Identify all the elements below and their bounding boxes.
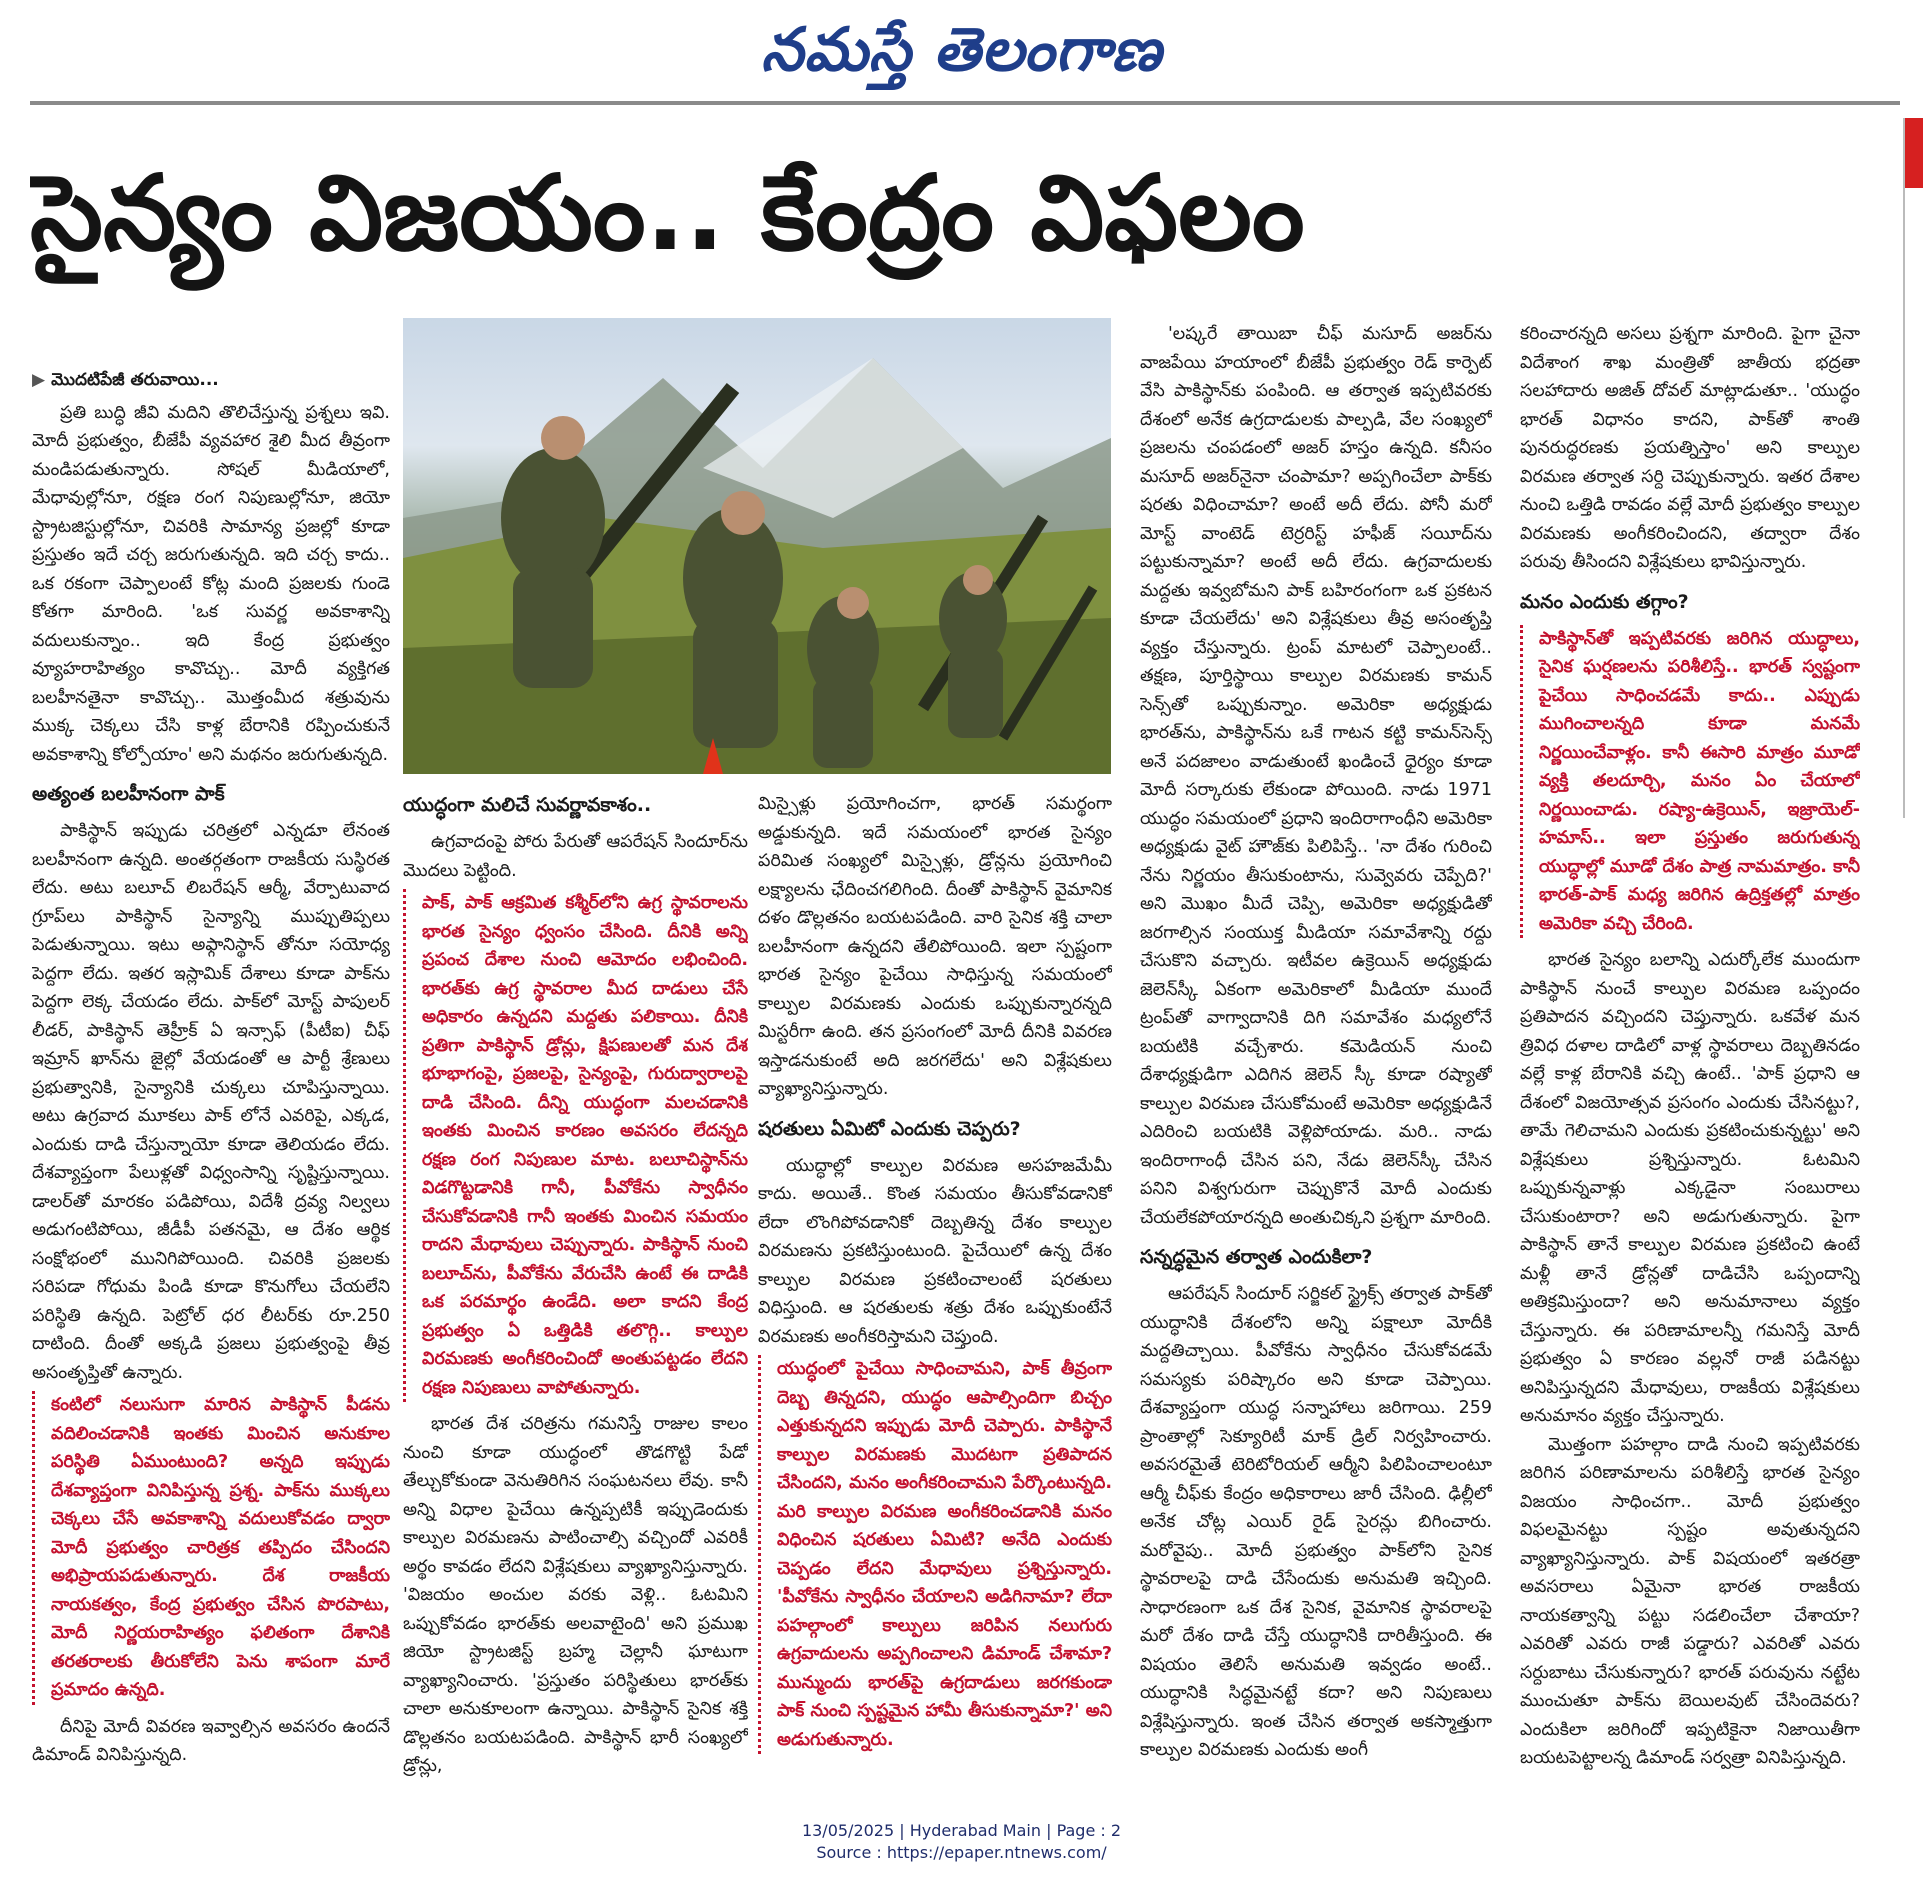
paragraph: భారత దేశ చరిత్రను గమనిస్తే రాజుల కాలం నుంచి కూడా యుద్ధంలో తొడగొట్టి పేడో తేల్చుకోకుండా వెనుతిరిగిన సంఘటనలు లేవు. కానీ అన్ని విధాల పైచేయి ఉన్నప్పటికీ ఇప్పుడెందుకు కాల్పుల విరమణను పాటించాల్సి వచ్చిందో ఎవరికీ అర్థం కావడం లేదని విశ్లేషకులు వ్యాఖ్యానిస్తున్నారు. 'విజయం అంచుల వరకు వెళ్లి.. ఓటమిని ఒప్పుకోవడం భారత్‌కు అలవాటైంది' అని ప్రముఖ జియో స్ట్రాటజిస్ట్ బ్రహ్మ చెల్లానీ ఘాటుగా వ్యాఖ్యానించారు. 'ప్రస్తుతం పరిస్థితులు భారత్‌కు చాలా అనుకూలంగా ఉన్నాయి. పాకిస్థాన్ సైనిక శక్తి డొల్లతనం బయటపడింది. పాకిస్థాన్ భారీ సంఖ్యలో డ్రోన్లు, <box>403 1414 748 1776</box>
triangle-arrow-icon: ▶ <box>32 370 46 390</box>
pull-quote-text: పాకిస్థాన్‌తో ఇప్పటివరకు జరిగిన యుద్ధాలు, సైనిక ఘర్షణలను పరిశీలిస్తే.. భారత్ స్వష్టంగా పైచేయి సాధించడమే కాదు.. ఎప్పుడు ముగించాలన్నది కూడా మనమే నిర్ణయించేవాళ్లం. కానీ ఈసారి మాత్రం మూడో వ్యక్తి తలదూర్చి, మనం ఏం చేయాలో నిర్ణయించాడు. రష్యా-ఉక్రెయిన్, ఇజ్రాయెల్-హమాస్.. ఇలా ప్రస్తుతం జరుగుతున్న యుద్ధాల్లో మూడో దేశం పాత్ర నామమాత్రం. కానీ భారత్-పాక్ మధ్య జరిగిన ఉద్రిక్తతల్లో మాత్రం అమెరికా వచ్చి చేరింది. <box>1539 628 1860 934</box>
adjacent-page-edge <box>1903 118 1923 818</box>
article-column-2 <box>403 780 748 1790</box>
paragraph: ఆపరేషన్ సిందూర్ సర్జికల్ స్ట్రైక్స్ తర్వాత పాక్‌తో యుద్ధానికి దేశంలోని అన్ని పక్షాలూ మోదీకి మద్దతిచ్చాయి. పీవోకేను స్వాధీనం చేసుకోవడమే సమస్యకు పరిష్కారం అని కూడా చెప్పాయి. దేశవ్యాప్తంగా యుద్ధ సన్నాహాలు జరిగాయి. 259 ప్రాంతాల్లో సెక్యూరిటీ మాక్ డ్రిల్ నిర్వహించారు. అవసరమైతే టెరిటోరియల్ ఆర్మీని పిలిపించాలంటూ ఆర్మీ చీఫ్‌కు కేంద్రం అధికారాలు జారీ చేసింది. ఢిల్లీలో అనేక చోట్ల ఎయిర్ రైడ్ సైరన్లు బిగించారు. మరోవైపు.. మోదీ ప్రభుత్వం పాక్‌లోని సైనిక స్థావరాలపై దాడి చేసేందుకు అనుమతి ఇచ్చింది. సాధారణంగా ఒక దేశ సైనిక, వైమానిక స్థావరాలపై మరో దేశం దాడి చేస్తే యుద్ధానికి దారితీస్తుంది. ఈ విషయం తెలిసే అనుమతి ఇవ్వడం అంటే.. యుద్ధానికి సిద్ధమైనట్టే కదా? అని నిపుణులు విశ్లేషిస్తున్నారు. ఇంత చేసిన తర్వాత అకస్మాత్తుగా కాల్పుల విరమణకు ఎందుకు అంగీ <box>1140 1284 1492 1760</box>
article-column-5 <box>1520 320 1860 1790</box>
article-column-1 <box>32 366 390 1786</box>
paragraph: పాకిస్థాన్ ఇప్పుడు చరిత్రలో ఎన్నడూ లేనంత బలహీనంగా ఉన్నది. అంతర్గతంగా రాజకీయ సుస్థిరత లేదు. అటు బలూచ్ లిబరేషన్ ఆర్మీ, వేర్పాటువాద గ్రూప్‌లు పాకిస్థాన్ సైన్యాన్ని ముప్పుతిప్పలు పెడుతున్నాయి. ఇటు అఫ్గానిస్థాన్ తోనూ సయోధ్య పెద్దగా లేదు. ఇతర ఇస్లామిక్ దేశాలు కూడా పాక్‌ను పెద్దగా లెక్క చేయడం లేదు. పాక్‌లో మోస్ట్ పాపులర్ లీడర్, పాకిస్థాన్ తెహ్రీక్ ఏ ఇన్సాఫ్ (పీటీఐ) చీఫ్ ఇమ్రాన్ ఖాన్‌ను జైల్లో వేయడంతో ఆ పార్టీ శ్రేణులు ప్రభుత్వానికి, సైన్యానికి చుక్కలు చూపిస్తున్నాయి. అటు ఉగ్రవాద మూకలు పాక్ లోనే ఎవరిపై, ఎక్కడ, ఎందుకు దాడి చేస్తున్నాయో కూడా తెలియడం లేదు. దేశవ్యాప్తంగా పేలుళ్లతో విధ్వంసాన్ని సృష్టిస్తున్నాయి. డాలర్‌తో మారకం పడిపోయి, విదేశీ ద్రవ్య నిల్వలు అడుగంటిపోయి, జీడీపీ పతనమై, ఆ దేశం ఆర్థిక సంక్షోభంలో మునిగిపోయింది. చివరికి ప్రజలకు సరిపడా గోధుమ పిండి కూడా కొనుగోలు చేయలేని పరిస్థితి ఉన్నది. పెట్రోల్ ధర లీటర్‌కు రూ.250 దాటింది. దీంతో అక్కడి ప్రజలు ప్రభుత్వంపై తీవ్ర అసంతృప్తితో ఉన్నారు. <box>32 821 390 1383</box>
subheading: షరతులు ఏమిటో ఎందుకు చెప్పరు? <box>758 1117 1021 1140</box>
paragraph: మొత్తంగా పహల్గాం దాడి నుంచి ఇప్పటివరకు జరిగిన పరిణామాలను పరిశీలిస్తే భారత సైన్యం విజయం సాధించగా.. మోదీ ప్రభుత్వం విఫలమైనట్టు స్పష్టం అవుతున్నదని వ్యాఖ్యానిస్తున్నారు. పాక్ విషయంలో ఇతరత్రా అవసరాలు ఏమైనా భారత రాజకీయ నాయకత్వాన్ని పట్టు సడలించేలా చేశాయా? ఎవరితో ఎవరు రాజీ పడ్డారు? ఎవరితో ఎవరు సర్దుబాటు చేసుకున్నారు? భారత్ పరువును నట్టేట ముంచుతూ పాక్‌ను బెయిలవుట్ చేసిందెవరు? ఎందుకిలా జరిగిందో ఇప్పటికైనా నిజాయితీగా బయటపెట్టాలన్న డిమాండ్ సర్వత్రా వినిపిస్తున్నది. <box>1520 1434 1860 1768</box>
pull-quote <box>403 889 748 1402</box>
subheading: మనం ఎందుకు తగ్గాం? <box>1520 590 1689 613</box>
paragraph: కరించారన్నది అసలు ప్రశ్నగా మారింది. పైగా చైనా విదేశాంగ శాఖ మంత్రితో జాతీయ భద్రతా సలహాదారు అజిత్ దోవల్ మాట్లాడుతూ.. 'యుద్ధం భారత్ విధానం కాదని, పాక్‌తో శాంతి పునరుద్ధరణకు ప్రయత్నిస్తాం' అని కాల్పుల విరమణ తర్వాత సర్ది చెప్పుకున్నారు. ఇతర దేశాల నుంచి ఒత్తిడి రావడం వల్లే మోదీ ప్రభుత్వం కాల్పుల విరమణకు అంగీకరించిందని, తద్వారా దేశం పరువు తీసిందని విశ్లేషకులు భావిస్తున్నారు. <box>1520 324 1860 572</box>
paragraph: యుద్ధాల్లో కాల్పుల విరమణ అసహజమేమీ కాదు. అయితే.. కొంత సమయం తీసుకోవడానికో లేదా లొంగిపోవడానికో దెబ్బతిన్న దేశం కాల్పుల విరమణను ప్రకటిస్తుంటుంది. పైచేయిలో ఉన్న దేశం కాల్పుల విరమణ ప్రకటించాలంటే షరతులు విధిస్తుంది. ఆ షరతులకు శత్రు దేశం ఒప్పుకుంటేనే విరమణకు అంగీకరిస్తామని చెప్తుంది. <box>758 1155 1112 1347</box>
masthead-logo: నమస్తే తెలంగాణ <box>760 15 1163 85</box>
adjacent-page-mark <box>1905 118 1923 188</box>
paragraph: మిస్సైళ్లు ప్రయోగించగా, భారత్ సమర్థంగా అడ్డుకున్నది. ఇదే సమయంలో భారత సైన్యం పరిమిత సంఖ్యలో మిస్సైళ్లు, డ్రోన్లను ప్రయోగించి లక్ష్యాలను ఛేదించగలిగింది. దీంతో పాకిస్థాన్ వైమానిక దళం డొల్లతనం బయటపడింది. వారి సైనిక శక్తి చాలా బలహీనంగా ఉన్నదని తేలిపోయింది. ఇలా స్పష్టంగా భారత సైన్యం పైచేయి సాధిస్తున్న సమయంలో కాల్పుల విరమణకు ఎందుకు ఒప్పుకున్నారన్నది మిస్టరీగా ఉంది. తన ప్రసంగంలో మోదీ దీనికి వివరణ ఇస్తాడనుకుంటే అది జరగలేదు' అని విశ్లేషకులు వ్యాఖ్యానిస్తున్నారు. <box>758 794 1112 1099</box>
subheading: సన్నద్ధమైన తర్వాత ఎందుకిలా? <box>1140 1246 1373 1268</box>
headline: సైన్యం విజయం.. కేంద్రం విఫలం <box>30 152 1305 274</box>
source-link[interactable]: Source : https://epaper.ntnews.com/ <box>816 1843 1107 1862</box>
soldiers-photo-illustration <box>403 318 1111 774</box>
page-footer <box>0 1820 1923 1864</box>
masthead-rule <box>30 101 1900 105</box>
paragraph: దీనిపై మోదీ వివరణ ఇవ్వాల్సిన అవసరం ఉందనే డిమాండ్ వినిపిస్తున్నది. <box>32 1716 390 1765</box>
subheading: అత్యంత బలహీనంగా పాక్ <box>32 783 225 805</box>
pull-quote-text: కంటిలో నలుసుగా మారిన పాకిస్థాన్ పీడను వదిలించడానికి ఇంతకు మించిన అనుకూల పరిస్థితి ఏముంటుంది? అన్నది ఇప్పుడు దేశవ్యాప్తంగా వినిపిస్తున్న ప్రశ్న. పాక్‌ను ముక్కలు చెక్కలు చేసే అవకాశాన్ని వదులుకోవడం ద్వారా మోదీ ప్రభుత్వం చారిత్రక తప్పిదం చేసిందని అభిప్రాయపడుతున్నారు. దేశ రాజకీయ నాయకత్వం, కేంద్ర ప్రభుత్వం చేసిన పొరపాటు, మోదీ నిర్ణయరాహిత్యం ఫలితంగా దేశానికి తరతరాలకు తీరుకోలేని పెను శాపంగా మారే ప్రమాదం ఉన్నది. <box>51 1395 390 1700</box>
paragraph: ప్రతి బుద్ధి జీవి మదిని తొలిచేస్తున్న ప్రశ్నలు ఇవి. మోదీ ప్రభుత్వం, బీజేపీ వ్యవహార శైలి మీద తీవ్రంగా మండిపడుతున్నారు. సోషల్ మీడియాలో, మేధావుల్లోనూ, రక్షణ రంగ నిపుణుల్లోనూ, జియో స్ట్రాటజిస్టుల్లోనూ, చివరికి సామాన్య ప్రజల్లో కూడా ప్రస్తుతం ఇదే చర్చ జరుగుతున్నది. ఇది చర్చ కాదు.. ఒక రకంగా చెప్పాలంటే కోట్ల మంది ప్రజలకు గుండె కోతగా మారింది. 'ఒక సువర్ణ అవకాశాన్ని వదులుకున్నాం.. ఇది కేంద్ర ప్రభుత్వం వ్యూహరాహిత్యం కావొచ్చు.. మోదీ వ్యక్తిగత బలహీనతైనా కావొచ్చు.. మొత్తంమీద శత్రువును ముక్క చెక్కలు చేసి కాళ్ల బేరానికి రప్పించుకునే అవకాశాన్ని కోల్పోయాం' అని మథనం జరుగుతున్నది. <box>32 402 390 765</box>
pull-quote <box>32 1391 390 1705</box>
paragraph: ఉగ్రవాదంపై పోరు పేరుతో ఆపరేషన్ సిందూర్‌ను మొదలు పెట్టింది. <box>403 832 748 881</box>
paragraph: భారత సైన్యం బలాన్ని ఎదుర్కోలేక ముందుగా పాకిస్థాన్ నుంచే కాల్పుల విరమణ ఒప్పందం ప్రతిపాదన వచ్చిందని చెప్తున్నారు. ఒకవేళ మన త్రివిధ దళాల దాడిలో వాళ్ల స్థావరాలు దెబ్బతినడం వల్లే కాళ్ల బేరానికి వచ్చి ఉంటే.. 'పాక్ ప్రధాని ఆ దేశంలో విజయోత్సవ ప్రసంగం ఎందుకు చేసినట్టు?, తామే గెలిచామని ఎందుకు ప్రకటించుకున్నట్టు' అని విశ్లేషకులు ప్రశ్నిస్తున్నారు. ఓటమిని ఒప్పుకున్నవాళ్లు ఎక్కడైనా సంబురాలు చేసుకుంటారా? అని అడుగుతున్నారు. పైగా పాకిస్థాన్ తానే కాల్పుల విరమణ ప్రకటించి ఉంటే మళ్లీ తానే డ్రోన్లతో దాడిచేసి ఒప్పందాన్ని అతిక్రమిస్తుందా? అని అనుమానాలు వ్యక్తం చేస్తున్నారు. ఈ పరిణామాలన్నీ గమనిస్తే మోదీ ప్రభుత్వం ఏ కారణం వల్లనో రాజీ పడినట్టు అనిపిస్తున్నదని మేధావులు, రాజకీయ విశ్లేషకులు అనుమానం వ్యక్తం చేస్తున్నారు. <box>1520 950 1860 1426</box>
kicker-text: మొదటిపేజీ తరువాయి... <box>51 370 219 390</box>
pull-quote <box>758 1355 1112 1754</box>
pull-quote-text: యుద్ధంలో పైచేయి సాధించామని, పాక్ తీవ్రంగా దెబ్బ తిన్నదని, యుద్ధం ఆపాల్సిందిగా బిచ్చం ఎత్తుకున్నదని ఇప్పుడు మోదీ చెప్పారు. పాకిస్థానే కాల్పుల విరమణకు మొదటగా ప్రతిపాదన చేసిందని, మనం అంగీకరించామని పేర్కొంటున్నది. మరి కాల్పుల విరమణ అంగీకరించడానికి మనం విధించిన షరతులు ఏమిటి? అనేది ఎందుకు చెప్పడం లేదని మేధావులు ప్రశ్నిస్తున్నారు. 'పీవోకేను స్వాధీనం చేయాలని అడిగినామా? లేదా పహల్గాంలో కాల్పులు జరిపిన నలుగురు ఉగ్రవాదులను అప్పగించాలని డిమాండ్ చేశామా? మున్ముందు భారత్‌పై ఉగ్రదాడులు జరగకుండా పాక్ నుంచి స్పష్టమైన హామీ తీసుకున్నామా?' అని అడుగుతున్నారు. <box>777 1359 1112 1750</box>
article-column-4 <box>1140 320 1492 1790</box>
paragraph: 'లష్కరే తాయిబా చీఫ్ మసూద్ అజర్‌ను వాజపేయి హయాంలో బీజేపీ ప్రభుత్వం రెడ్ కార్పెట్ వేసి పాకిస్థాన్‌కు పంపింది. ఆ తర్వాత ఇప్పటివరకు దేశంలో అనేక ఉగ్రదాడులకు పాల్పడి, వేల సంఖ్యలో ప్రజలను చంపడంలో అజర్ హస్తం ఉన్నది. కనీసం మసూద్ అజర్‌నైనా చంపామా? అప్పగించేలా పాక్‌కు షరతు విధించామా? అంటే అదీ లేదు. పోనీ మరో మోస్ట్ వాంటెడ్ టెర్రరిస్ట్ హఫీజ్ సయీద్‌ను పట్టుకున్నామా? అంటే అదీ లేదు. ఉగ్రవాదులకు మద్దతు ఇవ్వబోమని పాక్ బహిరంగంగా ఒక ప్రకటన కూడా చేయలేదు' అని విశ్లేషకులు తీవ్ర అసంతృప్తి వ్యక్తం చేస్తున్నారు. ట్రంప్ మాటలో చెప్పాలంటే.. తక్షణ, పూర్తిస్థాయి కాల్పుల విరమణకు కామన్ సెన్స్‌తో ఒప్పుకున్నాం. అమెరికా అధ్యక్షుడు భారత్‌ను, పాకిస్థాన్‌ను ఒకే గాటన కట్టి కామన్‌సెన్స్ అనే పదజాలం వాడుతుంటే ఖండించే ధైర్యం కూడా మోదీ సర్కారుకు లేకుండా పోయింది. నాడు 1971 యుద్ధం సమయంలో ప్రధాని ఇందిరాగాంధీని అమెరికా అధ్యక్షుడు వైట్ హౌజ్‌కు పిలిపిస్తే.. 'నా దేశం గురించి నేను నిర్ణయం తీసుకుంటాను, సువ్వెవరు చెప్పేది?' అని మొఖం మీదే చెప్పి, అమెరికా అధ్యక్షుడితో జరగాల్సిన సంయుక్త మీడియా సమావేశాన్ని రద్దు చేసుకొని వచ్చారు. ఇటీవల ఉక్రెయిన్ అధ్యక్షుడు జెలెన్‌స్కీ ఏకంగా అమెరికాలో మీడియా ముందే ట్రంప్‌తో వాగ్వాదానికి దిగి సమావేశం మధ్యలోనే బయటికి వచ్చేశారు. కమెడియన్ నుంచి దేశాధ్యక్షుడిగా ఎదిగిన జెలెన్ స్కీ కూడా రష్యాతో కాల్పుల విరమణ చేసుకోమంటే అమెరికా అధ్యక్షుడినే ఎదిరించి బయటికి వెళ్లిపోయాడు. మరి.. నాడు ఇందిరాగాంధీ చేసిన పని, నేడు జెలెన్‌స్కీ చేసిన పనిని విశ్వగురుగా చెప్పుకొనే మోదీ ఎందుకు చేయలేకపోయారన్నది అంతుచిక్కని ప్రశ్నగా మారింది. <box>1140 324 1492 1228</box>
soldiers-photo <box>403 318 1111 774</box>
continuation-kicker <box>32 366 390 395</box>
subheading: యుద్ధంగా మలిచే సువర్ణావకాశం.. <box>403 794 652 816</box>
pull-quote <box>1520 625 1860 939</box>
article-column-3 <box>758 790 1112 1790</box>
pull-quote-text: పాక్, పాక్ ఆక్రమిత కశ్మీర్‌లోని ఉగ్ర స్థావరాలను భారత సైన్యం ధ్వంసం చేసింది. దీనికి అన్ని ప్రపంచ దేశాల నుంచి ఆమోదం లభించింది. భారత్‌కు ఉగ్ర స్థావరాల మీద దాడులు చేసే అధికారం ఉన్నదని మద్దతు పలికాయి. దీనికి ప్రతిగా పాకిస్థాన్ డ్రోన్లు, క్షిపణులతో మన దేశ భూభాగంపై, ప్రజలపై, సైన్యంపై, గురుద్వారాలపై దాడి చేసింది. దీన్ని యుద్ధంగా మలచడానికి ఇంతకు మించిన కారణం అవసరం లేదన్నది రక్షణ రంగ నిపుణుల మాట. బలూచిస్థాన్‌ను విడగొట్టడానికి గానీ, పీవోకేను స్వాధీనం చేసుకోవడానికి గానీ ఇంతకు మించిన సమయం రాదని మేధావులు చెప్పున్నారు. పాకిస్థాన్ నుంచి బలూచ్‌ను, పీవోకేను వేరుచేసి ఉంటే ఈ దాడికి ఒక పరమార్థం ఉండేది. అలా కాదని కేంద్ర ప్రభుత్వం ఏ ఒత్తిడికి తలొగ్గి.. కాల్పుల విరమణకు అంగీకరించిందో అంతుపట్టడం లేదని రక్షణ నిపుణులు వాపోతున్నారు. <box>422 893 748 1398</box>
edition-info: 13/05/2025 | Hyderabad Main | Page : 2 <box>801 1821 1122 1840</box>
